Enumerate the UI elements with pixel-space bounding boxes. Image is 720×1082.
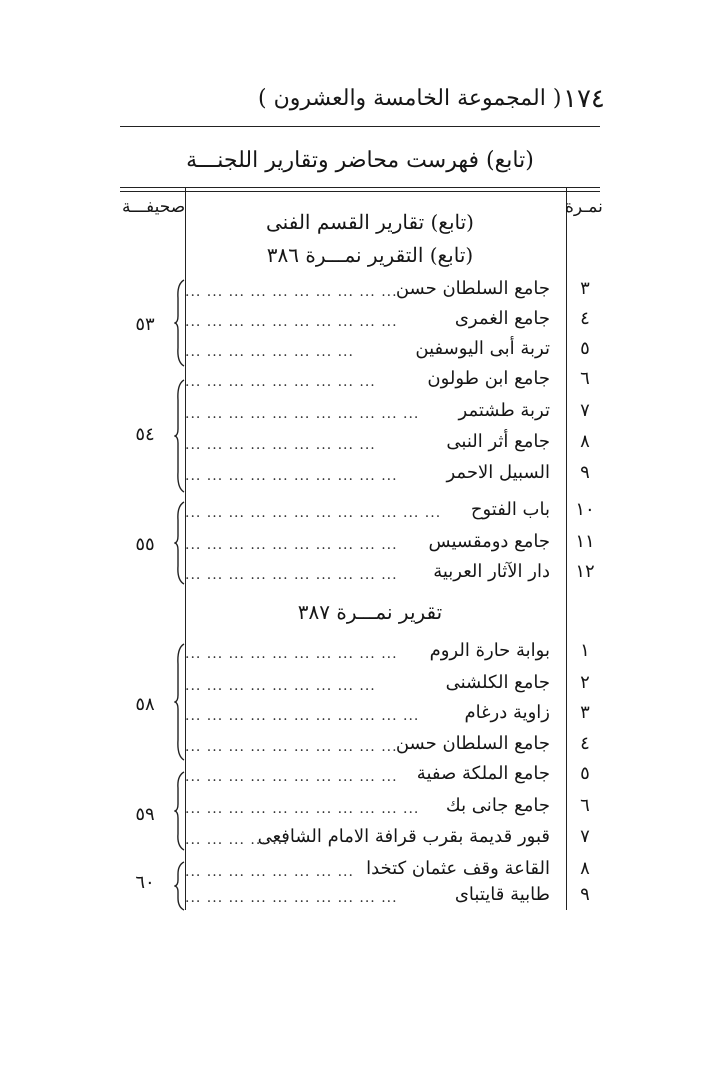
leader-dots: ... ... ... ... ... ... ... ... ... <box>185 437 376 453</box>
row-name: القاعة وقف عثمان كتخدا <box>366 858 550 879</box>
row-number: ١ <box>580 640 590 661</box>
number-column-header: نمـرة <box>565 197 603 217</box>
table-top-rule-2 <box>120 191 600 192</box>
row-number: ٢ <box>580 672 590 693</box>
row-number: ٣ <box>580 702 590 723</box>
leader-dots: ... ... ... ... ... ... ... ... ... ... <box>185 769 398 785</box>
row-name: باب الفتوح <box>470 499 550 520</box>
table-top-rule-1 <box>120 187 600 188</box>
row-number: ١٢ <box>575 561 595 582</box>
leader-dots: ... ... ... ... ... ... ... ... ... ... ... <box>185 801 420 817</box>
row-number: ٩ <box>580 462 590 483</box>
row-name: تربة طشتمر <box>458 400 550 421</box>
leader-dots: ... ... ... ... ... <box>185 832 289 848</box>
leader-dots: ... ... ... ... ... ... ... ... ... ... ... ... <box>185 505 442 521</box>
leader-dots: ... ... ... ... ... ... ... ... ... ... <box>185 890 398 906</box>
brace-icon <box>174 278 186 368</box>
row-name: جامع الكلشنى <box>445 672 550 693</box>
row-number: ٤ <box>580 308 590 329</box>
row-name: دار الآثار العربية <box>433 561 550 582</box>
row-name: جامع ابن طولون <box>427 368 550 389</box>
brace-icon <box>174 642 186 762</box>
row-name: السبيل الاحمر <box>446 462 550 483</box>
leader-dots: ... ... ... ... ... ... ... ... ... ... <box>185 567 398 583</box>
page-ref: ٥٨ <box>135 694 155 715</box>
row-name: جامع السلطان حسن <box>395 278 550 299</box>
leader-dots: ... ... ... ... ... ... ... ... ... <box>185 678 376 694</box>
row-name: جامع دومقسيس <box>428 531 550 552</box>
leader-dots: ... ... ... ... ... ... ... ... ... ... <box>185 284 398 300</box>
row-number: ٨ <box>580 858 590 879</box>
leader-dots: ... ... ... ... ... ... ... ... <box>185 344 354 360</box>
row-name: جامع السلطان حسن <box>395 733 550 754</box>
row-name: بوابة حارة الروم <box>429 640 550 661</box>
brace-icon <box>174 500 186 586</box>
running-header-title: ( المجموعة الخامسة والعشرون ) <box>258 86 562 111</box>
leader-dots: ... ... ... ... ... ... ... ... ... ... <box>185 646 398 662</box>
row-name: زاوية درغام <box>464 702 550 723</box>
row-name: قبور قديمة بقرب قرافة الامام الشافعى <box>257 826 550 847</box>
row-name: جامع الغمرى <box>454 308 550 329</box>
index-subtitle: (تابع) فهرست محاضر وتقارير اللجنـــة <box>186 148 534 173</box>
row-name: جامع أثر النبى <box>446 431 550 452</box>
leader-dots: ... ... ... ... ... ... ... ... ... ... <box>185 537 398 553</box>
row-number: ٩ <box>580 884 590 905</box>
brace-icon <box>174 378 186 494</box>
row-number: ٧ <box>580 826 590 847</box>
page-column-header: صحيفـــة <box>122 197 186 217</box>
leader-dots: ... ... ... ... ... ... ... ... ... ... <box>185 314 398 330</box>
leader-dots: ... ... ... ... ... ... ... ... ... ... ... <box>185 708 420 724</box>
page-number: ١٧٤ <box>563 84 605 114</box>
row-number: ٥ <box>580 763 590 784</box>
row-name: جامع الملكة صفية <box>416 763 550 784</box>
leader-dots: ... ... ... ... ... ... ... ... ... <box>185 374 376 390</box>
brace-icon <box>174 860 186 912</box>
page-ref: ٥٩ <box>135 804 155 825</box>
row-number: ١٠ <box>575 499 595 520</box>
section1-heading: (تابع) تقارير القسم الفنى <box>266 210 474 234</box>
row-number: ٥ <box>580 338 590 359</box>
page-ref: ٥٤ <box>135 424 155 445</box>
row-number: ٣ <box>580 278 590 299</box>
row-number: ١١ <box>575 531 595 552</box>
row-name: تربة أبى اليوسفين <box>415 338 550 359</box>
row-number: ٤ <box>580 733 590 754</box>
section1-subheading: (تابع) التقرير نمـــرة ٣٨٦ <box>266 243 474 267</box>
brace-icon <box>174 770 186 852</box>
leader-dots: ... ... ... ... ... ... ... ... ... ... <box>185 468 398 484</box>
leader-dots: ... ... ... ... ... ... ... ... ... ... <box>185 739 398 755</box>
number-column-divider <box>566 188 567 910</box>
page-ref: ٦٠ <box>135 872 155 893</box>
header-rule <box>120 126 600 127</box>
section2-heading: تقرير نمـــرة ٣٨٧ <box>297 600 443 624</box>
row-name: جامع جانى بك <box>445 795 550 816</box>
row-number: ٨ <box>580 431 590 452</box>
leader-dots: ... ... ... ... ... ... ... ... <box>185 864 354 880</box>
row-name: طابية قايتباى <box>454 884 550 905</box>
page-ref: ٥٣ <box>135 314 155 335</box>
leader-dots: ... ... ... ... ... ... ... ... ... ... ... <box>185 406 420 422</box>
row-number: ٦ <box>580 795 590 816</box>
row-number: ٧ <box>580 400 590 421</box>
page-ref: ٥٥ <box>135 534 155 555</box>
row-number: ٦ <box>580 368 590 389</box>
